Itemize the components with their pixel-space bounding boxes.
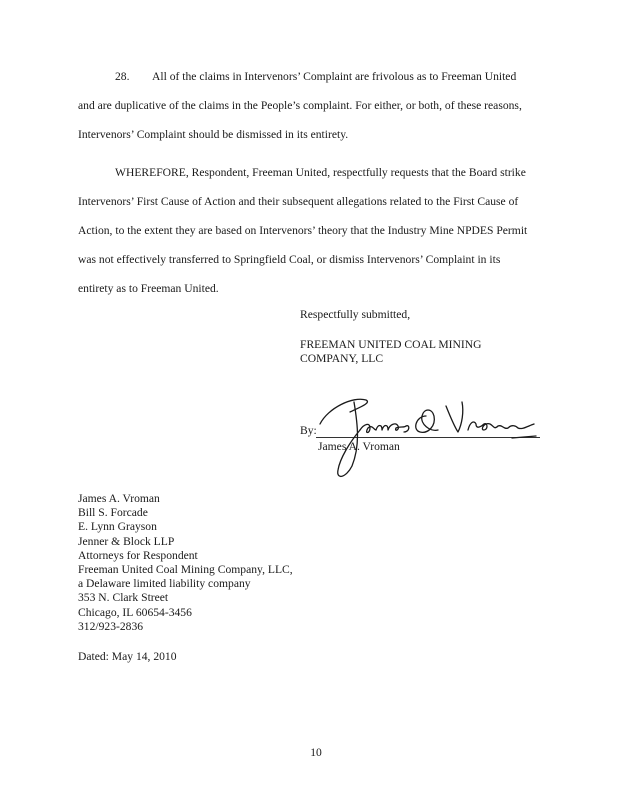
counsel-line: Jenner & Block LLP [78, 534, 175, 548]
wherefore-paragraph [78, 158, 560, 303]
page-number: 10 [310, 746, 322, 759]
counsel-line: Bill S. Forcade [78, 506, 148, 520]
date-line: Dated: May 14, 2010 [78, 650, 177, 663]
wherefore-line-3: Action, to the extent they are based on Intervenors’ theory that the Industry Mine NPDES Permit [78, 224, 528, 237]
wherefore-line-4: was not effectively transferred to Springfield Coal, or dismiss Intervenors’ Complaint in its [78, 253, 501, 266]
wherefore-line-1: WHEREFORE, Respondent, Freeman United, respectfully requests that the Board strike [115, 166, 526, 179]
wherefore-line-2: Intervenors’ First Cause of Action and their subsequent allegations related to the First Cause of [78, 195, 519, 208]
by-label: By: [300, 424, 317, 437]
paragraph-number: 28. [115, 70, 130, 83]
company-name [300, 338, 482, 366]
signer-name: James A. Vroman [318, 440, 400, 453]
wherefore-line-5: entirety as to Freeman United. [78, 282, 219, 295]
paragraph-28-line-2: and are duplicative of the claims in the People’s complaint. For either, or both, of these reasons, [78, 99, 522, 112]
company-name-line-2: COMPANY, LLC [300, 352, 384, 365]
counsel-line: Attorneys for Respondent [78, 548, 198, 562]
paragraph-28-line-3: Intervenors’ Complaint should be dismissed in its entirety. [78, 128, 349, 141]
paragraph-28 [78, 62, 560, 149]
counsel-line: Chicago, IL 60654-3456 [78, 605, 192, 619]
counsel-line: 312/923-2836 [78, 619, 144, 633]
counsel-line: E. Lynn Grayson [78, 520, 157, 534]
paragraph-28-line-1: 28. All of the claims in Intervenors’ Complaint are frivolous as to Freeman United [78, 62, 560, 91]
counsel-block [78, 492, 293, 634]
counsel-line: a Delaware limited liability company [78, 577, 251, 591]
counsel-line: Freeman United Coal Mining Company, LLC, [78, 563, 293, 577]
counsel-line: 353 N. Clark Street [78, 591, 169, 605]
counsel-line: James A. Vroman [78, 492, 160, 505]
handwritten-signature [298, 386, 548, 486]
signature-line [300, 386, 540, 486]
closing-text: Respectfully submitted, [300, 308, 411, 321]
company-name-line-1: FREEMAN UNITED COAL MINING [300, 338, 482, 351]
